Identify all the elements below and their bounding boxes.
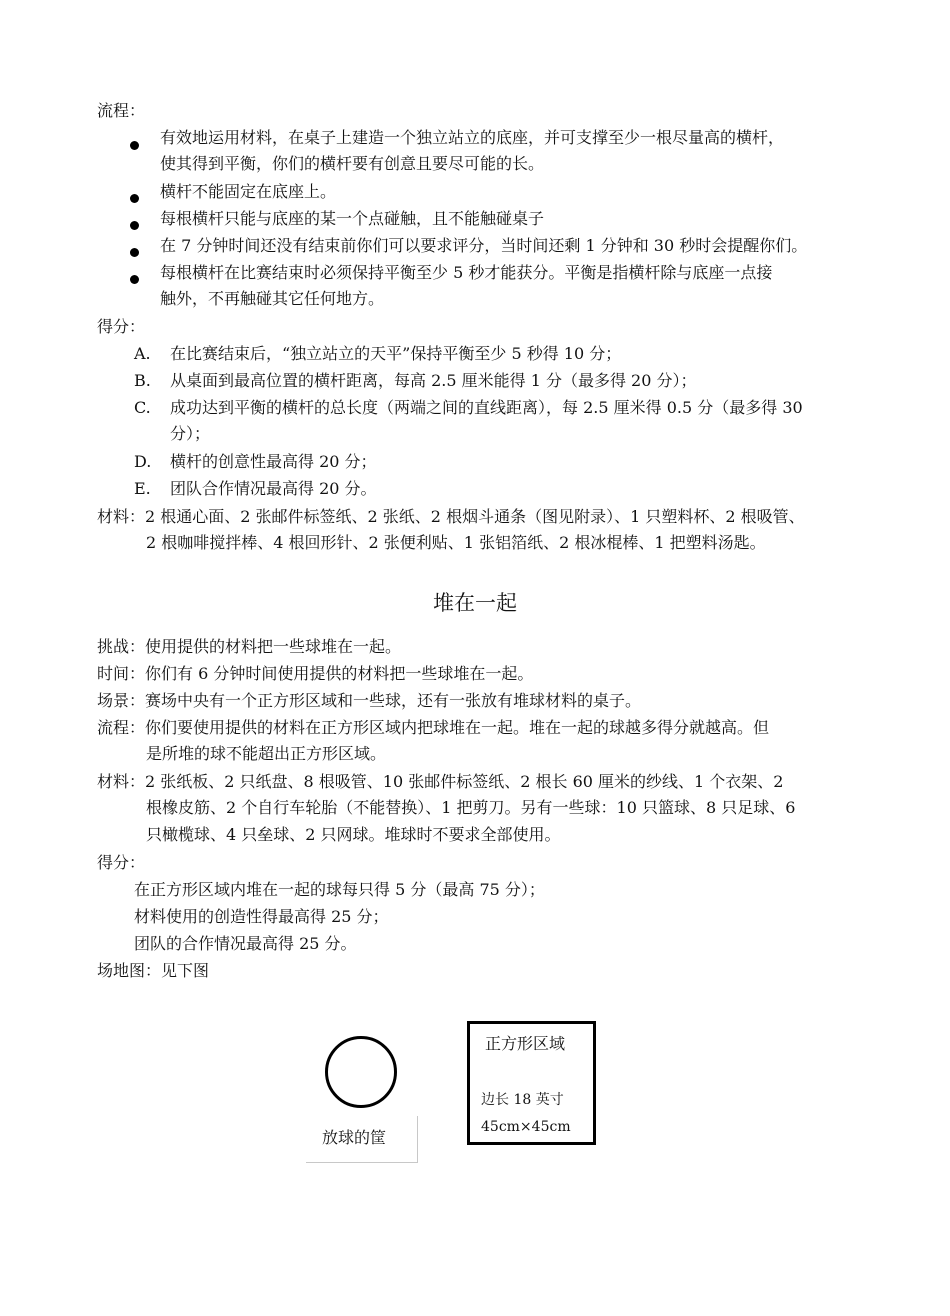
bullet-5-line-2: 触外，不再触碰其它任何地方。 [160,289,385,308]
score-c-line-2: 分）； [170,424,211,443]
section-title: 堆在一起 [433,591,517,615]
score-marker-a: A. [134,344,151,363]
materials2-line-2: 根橡皮筋、2 个自行车轮胎（不能替换）、1 把剪刀。另有一些球：10 只篮球、8 只足球、6 [146,798,796,817]
basket-circle-icon [325,1036,397,1108]
score-marker-b: B. [134,371,151,390]
bullet-dot [130,221,139,230]
bullet-2: 横杆不能固定在底座上。 [160,182,337,201]
materials-line-2: 2 根咖啡搅拌棒、4 根回形针、2 张便利贴、1 张铝箔纸、2 根冰棍棒、1 把塑料汤匙。 [146,533,766,552]
process-label: 流程： [97,101,146,120]
score-label: 得分： [97,317,146,336]
bullet-dot [130,194,139,203]
basket-label: 放球的筐 [322,1128,387,1147]
scene-line: 场景：赛场中央有一个正方形区域和一些球，还有一张放有堆球材料的桌子。 [97,691,642,710]
square-area-side: 边长 18 英寸 [481,1092,564,1108]
score2-item-3: 团队的合作情况最高得 25 分。 [134,934,357,953]
bullet-4: 在 7 分钟时间还没有结束前你们可以要求评分，当时间还剩 1 分钟和 30 秒时会提醒你们。 [160,236,808,255]
bullet-1-line-2: 使其得到平衡，你们的横杆要有创意且要尽可能的长。 [160,154,545,173]
bullet-dot [130,248,139,257]
materials2-line-1: 材料：2 张纸板、2 只纸盘、8 根吸管、10 张邮件标签纸、2 根长 60 厘米的纱线、1 个衣架、2 [97,772,784,791]
map-label: 场地图：见下图 [97,961,210,980]
process-line-1: 流程：你们要使用提供的材料在正方形区域内把球堆在一起。堆在一起的球越多得分就越高。但 [97,718,770,737]
score-a: 在比赛结束后，“独立站立的天平”保持平衡至少 5 秒得 10 分； [170,344,622,363]
score-marker-c: C. [134,398,151,417]
score-marker-e: E. [134,479,151,498]
square-area-cm: 45cm×45cm [481,1119,571,1135]
score-e: 团队合作情况最高得 20 分。 [170,479,377,498]
bullet-3: 每根横杆只能与底座的某一个点碰触，且不能触碰桌子 [160,209,545,228]
process-line-2: 是所堆的球不能超出正方形区域。 [146,744,387,763]
score-marker-d: D. [134,452,152,471]
score-c-line-1: 成功达到平衡的横杆的总长度（两端之间的直线距离），每 2.5 厘米得 0.5 分（最多得 30 [170,398,803,417]
bullet-1-line-1: 有效地运用材料，在桌子上建造一个独立站立的底座，并可支撑至少一根尽量高的横杆， [160,128,785,147]
challenge-line: 挑战：使用提供的材料把一些球堆在一起。 [97,637,402,656]
score-b: 从桌面到最高位置的横杆距离，每高 2.5 厘米能得 1 分（最多得 20 分）； [170,371,697,390]
square-area-title: 正方形区域 [485,1034,566,1053]
score2-label: 得分： [97,853,146,872]
materials-line-1: 材料：2 根通心面、2 张邮件标签纸、2 张纸、2 根烟斗通条（图见附录）、1 只塑料杯、2 根吸管、 [97,507,805,526]
score2-item-1: 在正方形区域内堆在一起的球每只得 5 分（最高 75 分）； [134,880,545,899]
score-d: 横杆的创意性最高得 20 分； [170,452,377,471]
bullet-dot [130,275,139,284]
materials2-line-3: 只橄榄球、4 只垒球、2 只网球。堆球时不要求全部使用。 [146,825,561,844]
score2-item-2: 材料使用的创造性得最高得 25 分； [134,907,389,926]
bullet-5-line-1: 每根横杆在比赛结束时必须保持平衡至少 5 秒才能获分。平衡是指横杆除与底座一点接 [160,263,773,282]
bullet-dot [130,141,139,150]
time-line: 时间：你们有 6 分钟时间使用提供的材料把一些球堆在一起。 [97,664,534,683]
